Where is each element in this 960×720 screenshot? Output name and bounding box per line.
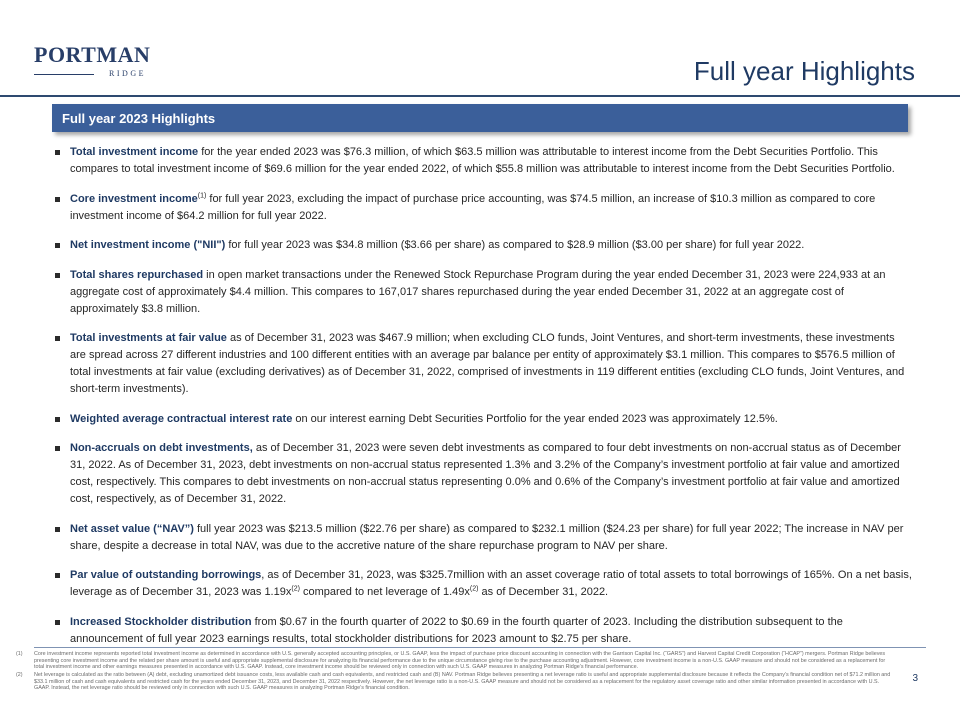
logo-rule bbox=[34, 74, 94, 75]
highlight-item bbox=[52, 614, 912, 648]
highlight-text: for the year ended 2023 was $76.3 million, of which $63.5 million was attributable to interest income from the Debt Securities Portfolio. This compares to total investment income of $69.6 million for the year ended 2022, of which $55.8 million was attributable to interest income from the Debt Securities Portfolio. bbox=[70, 146, 895, 175]
highlight-label: Total investment income bbox=[70, 146, 199, 158]
footnote bbox=[16, 672, 896, 692]
highlight-item bbox=[52, 191, 912, 225]
highlight-text: as of December 31, 2023 was $467.9 million; when excluding CLO funds, Joint Ventures, and short-term investments, these investments are spread across 27 different industries and 100 different entities with an average par balance per entity of approximately $3.1 million. This compares to $576.5 million of total investments at fair value (excluding derivatives) as of December 31, 2022, comprised of investments in 119 different entities (excluding CLO funds, Joint Ventures, and short-term investments). bbox=[70, 332, 905, 395]
highlight-item bbox=[52, 521, 912, 555]
footnote-mark: (2) bbox=[16, 672, 23, 679]
highlight-item bbox=[52, 267, 912, 318]
highlight-text: , as of December 31, 2023, was $325.7million with an asset coverage ratio of total assets to total borrowings of 165%. On a net basis, leverage as of December 31, 2023 was 1.19x bbox=[70, 569, 912, 598]
section-banner-title: Full year 2023 Highlights bbox=[62, 111, 216, 126]
footnote-ref: (1) bbox=[197, 191, 207, 199]
highlight-text: as of December 31, 2022. bbox=[478, 586, 609, 598]
highlight-label: Weighted average contractual interest rate bbox=[70, 412, 293, 425]
highlight-label: Core investment income bbox=[70, 192, 198, 205]
section-banner bbox=[52, 104, 908, 132]
highlight-text: on our interest earning Debt Securities Portfolio for the year ended 2023 was approximately 12.5%. bbox=[292, 412, 778, 425]
page-number: 3 bbox=[912, 673, 918, 684]
footnote-ref: (2) bbox=[291, 585, 300, 593]
highlight-text: compared to net leverage of 1.49x bbox=[299, 586, 470, 598]
highlight-item bbox=[52, 411, 912, 428]
highlight-item bbox=[52, 144, 912, 178]
highlight-label: Total shares repurchased bbox=[70, 268, 204, 281]
highlight-text: in open market transactions under the Renewed Stock Repurchase Program during the year ended December 31, 2023 were 224,933 at an aggregate cost of approximately $4.4 million. This compares to 167,017 shares repurchased during the year ended December 31, 2022 at an aggregate cost of approximately $3.8 million. bbox=[70, 268, 886, 315]
logo-subtext: RIDGE bbox=[109, 69, 146, 78]
highlight-item bbox=[52, 237, 912, 254]
highlight-label: Increased Stockholder distribution bbox=[70, 615, 252, 628]
highlight-text: as of December 31, 2023 were seven debt investments as compared to four debt investments on non-accrual status as of December 31, 2022. As of December 31, 2023, debt investments on non-accrual status represented 1.3% and 3.2% of the Company’s investment portfolio at fair value and amortized cost, respectively. This compares to debt investments on non-accrual status representing 0.0% and 0.6% of the Company’s investment portfolio at fair value and amortized cost, respectively, as of December 31, 2022. bbox=[70, 442, 901, 505]
logo-wordmark: PORTMAN bbox=[34, 42, 151, 67]
highlight-item bbox=[52, 567, 912, 601]
highlight-text: for full year 2023, excluding the impact of purchase price accounting, was $74.5 million, an increase of $10.3 million as compared to core investment income of $64.2 million for full year 2022. bbox=[70, 192, 876, 222]
footer-divider bbox=[34, 647, 926, 648]
highlight-text: full year 2023 was $213.5 million ($22.76 per share) as compared to $232.1 million ($24.23 per share) for full year 2022; The increase in NAV per share, despite a decrease in total NAV, was due to the accretive nature of the share repurchase program to NAV per share. bbox=[70, 522, 904, 552]
page-title: Full year Highlights bbox=[693, 56, 915, 86]
title-divider bbox=[0, 95, 960, 97]
highlight-label: Total investments at fair value bbox=[70, 332, 227, 344]
highlight-label: Net asset value (“NAV”) bbox=[70, 522, 194, 535]
footnote bbox=[16, 651, 896, 671]
logo-subline bbox=[34, 69, 146, 79]
highlight-label: Net investment income ("NII") bbox=[70, 239, 226, 251]
highlights-list bbox=[52, 144, 912, 660]
footnote-text: Net leverage is calculated as the ratio between (A) debt, excluding unamortized debt issuance costs, less available cash and cash equivalents, and restricted cash and (B) NAV. Portman Ridge believes presenting a net leverage ratio is useful and appropriate supplemental disclosure because it reflects the Company’s financial condition net of $71.2 million and $33.1 million of cash and cash equivalents and restricted cash for the years ended December 31, 2023, and December 31, 2022 respectively. However, the net leverage ratio is a non-U.S. GAAP measure and should not be considered as a replacement for the regulatory asset coverage ratio and other similar information presented in accordance with U.S. GAAP. Instead, the net leverage ratio should be reviewed only in connection with such U.S. GAAP measures in analyzing Portman Ridge’s financial condition. bbox=[34, 672, 891, 692]
highlight-label: Non-accruals on debt investments, bbox=[70, 442, 253, 454]
footnote-text: Core investment income represents reported total investment income as determined in accordance with U.S. generally accepted accounting principles, or U.S. GAAP, less the impact of purchase price discount accounting in connection with the Garrison Capital Inc. (“GARS”) and Harvest Capital Credit Corporation (“HCAP”) mergers. Portman Ridge believes presenting core investment income and the related per share amount is useful and appropriate supplemental disclosure for analyzing its financial performance due to the unique circumstance giving rise to the purchase accounting adjustment. However, core investment income is a non-U.S. GAAP measure and should not be considered as a replacement for total investment income and other earnings measures presented in accordance with U.S. GAAP. Instead, core investment income should be reviewed only in connection with such U.S. GAAP measures in analyzing Portman Ridge’s financial performance. bbox=[34, 651, 886, 671]
highlight-item bbox=[52, 440, 912, 508]
highlight-item bbox=[52, 330, 912, 398]
company-logo bbox=[34, 42, 151, 79]
highlight-text: from $0.67 in the fourth quarter of 2022 to $0.69 in the fourth quarter of 2023. Including the distribution subsequent to the announcement of full year 2023 earnings results, total stockholder distributions for 2023 amount to $2.75 per share. bbox=[70, 615, 843, 645]
footnote-ref: (2) bbox=[469, 585, 479, 593]
footnotes bbox=[16, 651, 896, 694]
highlight-label: Par value of outstanding borrowings bbox=[70, 569, 262, 581]
footnote-mark: (1) bbox=[16, 651, 23, 657]
highlight-text: for full year 2023 was $34.8 million ($3.66 per share) as compared to $28.9 million ($3.00 per share) for full year 2022. bbox=[225, 239, 805, 251]
